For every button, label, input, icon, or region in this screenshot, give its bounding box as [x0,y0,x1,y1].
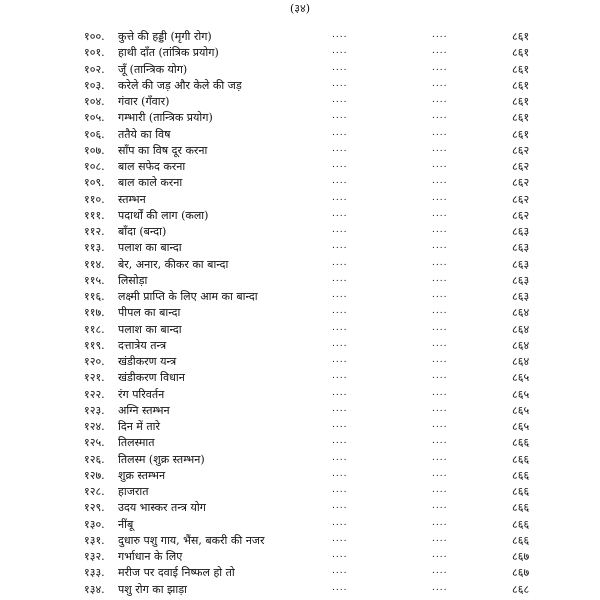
leader-dots: .... [432,322,448,333]
entry-number: १२७. [84,468,105,482]
entry-number: १२६. [84,452,105,466]
leader-dots: .... [332,127,348,138]
entry-number: १०४. [84,95,105,108]
entry-title: हाजरात [118,485,149,498]
toc-entry [0,45,600,61]
entry-number: ११९. [84,338,105,352]
entry-title: खंडीकरण यन्त्र [118,355,177,368]
leader-dots: .... [332,30,348,40]
entry-title: दत्तात्रेय तन्त्र [118,338,167,352]
leader-dots: .... [332,241,348,252]
entry-number: १३२. [84,550,105,563]
entry-page-number: ८६१ [512,62,530,76]
toc-entry [0,354,600,370]
entry-number: १०६. [84,127,105,141]
entry-page-number: ८६६ [512,436,530,450]
entry-title: तिलस्म (शुक्र स्तम्भन) [118,452,205,466]
leader-dots: .... [432,111,448,122]
entry-page-number: ८६३ [512,273,530,287]
leader-dots: .... [332,192,348,203]
entry-page-number: ८६२ [512,143,530,157]
leader-dots: .... [332,95,348,105]
leader-dots: .... [332,208,348,219]
entry-number: १२८. [84,485,105,498]
entry-page-number: ८६८ [512,582,530,596]
entry-page-number: ८६३ [512,241,530,255]
leader-dots: .... [432,225,448,235]
entry-number: १२४. [84,420,105,433]
leader-dots: .... [432,436,448,447]
entry-page-number: ८६५ [512,387,530,401]
leader-dots: .... [432,420,448,430]
entry-number: ११८. [84,322,105,336]
leader-dots: .... [432,452,448,463]
toc-entry [0,110,600,126]
entry-number: १२२. [84,387,105,401]
entry-number: १०१. [84,46,105,60]
leader-dots: .... [432,371,448,382]
entry-page-number: ८६१ [512,95,530,108]
leader-dots: .... [432,257,448,268]
toc-entry [0,78,600,94]
entry-title: गम्भारी (तान्त्रिक प्रयोग) [118,111,213,125]
toc-entry [0,468,600,484]
entry-page-number: ८६१ [512,46,530,60]
leader-dots: .... [332,468,348,479]
entry-title: शुक्र स्तम्भन [118,468,166,482]
leader-dots: .... [432,533,448,544]
leader-dots: .... [332,517,348,528]
toc-entry [0,517,600,533]
entry-number: १२१. [84,371,105,385]
entry-title: बाँदा (बन्दा) [118,225,167,238]
leader-dots: .... [332,160,348,170]
leader-dots: .... [332,306,348,317]
leader-dots: .... [332,403,348,414]
leader-dots: .... [332,338,348,349]
leader-dots: .... [332,550,348,560]
entry-title: स्तम्भन [118,192,146,206]
entry-page-number: ८६१ [512,127,530,141]
entry-title: लक्ष्मी प्राप्ति के लिए आम का बान्दा [118,290,258,303]
toc-entry [0,370,600,386]
entry-title: उदय भास्कर तन्त्र योग [118,501,206,515]
entry-page-number: ८६६ [512,501,530,515]
entry-page-number: ८६७ [512,550,530,563]
leader-dots: .... [332,322,348,333]
entry-number: १२९. [84,501,105,515]
entry-title: साँप का विष दूर करना [118,143,208,157]
entry-page-number: ८६५ [512,420,530,433]
leader-dots: .... [432,403,448,414]
entry-number: ११६. [84,290,105,303]
leader-dots: .... [432,387,448,398]
entry-number: १०५. [84,111,105,125]
entry-title: जूँ (तान्त्रिक योग) [118,62,188,76]
toc-entry [0,500,600,516]
leader-dots: .... [432,290,448,300]
leader-dots: .... [432,273,448,284]
entry-number: १०७. [84,143,105,157]
entry-page-number: ८६५ [512,403,530,417]
entry-title: हाथी दाँत (तांत्रिक प्रयोग) [118,46,219,60]
entry-page-number: ८६२ [512,208,530,222]
entry-title: दुधारु पशु गाय, भैंस, बकरी की नजर [118,533,265,547]
entry-title: गर्भाधान के लिए [118,550,183,563]
toc-entry [0,387,600,403]
toc-entry [0,549,600,565]
entry-page-number: ८६२ [512,176,530,190]
toc-entry [0,94,600,110]
leader-dots: .... [332,176,348,187]
entry-number: १०३. [84,78,105,92]
toc-entry [0,533,600,549]
leader-dots: .... [332,257,348,268]
entry-page-number: ८६६ [512,452,530,466]
leader-dots: .... [432,160,448,170]
leader-dots: .... [432,95,448,105]
leader-dots: .... [332,420,348,430]
entry-number: ११०. [84,192,105,206]
leader-dots: .... [332,46,348,57]
leader-dots: .... [332,273,348,284]
leader-dots: .... [432,566,448,577]
leader-dots: .... [332,533,348,544]
entry-number: १३३. [84,566,105,580]
entry-page-number: ८६५ [512,371,530,385]
leader-dots: .... [432,143,448,154]
toc-entry [0,273,600,289]
toc-entry [0,208,600,224]
entry-number: १०८. [84,160,105,173]
entry-title: पलाश का बान्दा [118,241,182,255]
entry-title: ततैये का विष [118,127,171,141]
leader-dots: .... [432,208,448,219]
leader-dots: .... [332,452,348,463]
entry-title: रंग परिवर्तन [118,387,165,401]
leader-dots: .... [332,582,348,593]
entry-number: १२३. [84,403,105,417]
entry-title: बेर, अनार, कीकर का बान्दा [118,257,229,271]
leader-dots: .... [432,78,448,89]
leader-dots: .... [332,62,348,73]
entry-page-number: ८६६ [512,468,530,482]
entry-title: नींबू [118,517,134,531]
leader-dots: .... [332,111,348,122]
toc-entry [0,240,600,256]
leader-dots: .... [432,468,448,479]
leader-dots: .... [432,355,448,365]
entry-number: १००. [84,30,105,43]
leader-dots: .... [432,30,448,40]
entry-number: ११४. [84,257,105,271]
entry-page-number: ८६६ [512,485,530,498]
entry-number: १३१. [84,533,105,547]
entry-title: गंवार (गँवार) [118,95,170,108]
leader-dots: .... [332,485,348,495]
entry-page-number: ८६४ [512,306,530,320]
leader-dots: .... [332,355,348,365]
entry-title: पलाश का बान्दा [118,322,182,336]
entry-title: करेले की जड़ और केले की जड़ [118,78,242,92]
toc-entry [0,419,600,435]
toc-entry [0,305,600,321]
leader-dots: .... [432,550,448,560]
entry-title: दिन में तारे [118,420,160,433]
entry-page-number: ८६१ [512,78,530,92]
entry-title: पीपल का बान्दा [118,306,181,320]
entry-number: १२०. [84,355,105,368]
entry-number: १३०. [84,517,105,531]
entry-title: कुत्ते की हड्डी (मृगी रोग) [118,30,212,43]
toc-entry [0,224,600,240]
leader-dots: .... [432,46,448,57]
entry-title: पदार्थों की लाग (कला) [118,208,209,222]
leader-dots: .... [332,290,348,300]
toc-entry [0,127,600,143]
toc-entry [0,322,600,338]
leader-dots: .... [432,241,448,252]
leader-dots: .... [332,225,348,235]
leader-dots: .... [432,306,448,317]
toc-entry [0,175,600,191]
entry-number: ११३. [84,241,105,255]
table-of-contents [0,29,600,598]
entry-page-number: ८६६ [512,517,530,531]
entry-title: मरीज पर दवाई निष्फल हो तो [118,566,235,580]
toc-entry [0,565,600,581]
toc-entry [0,192,600,208]
toc-entry [0,62,600,78]
toc-entry [0,484,600,500]
entry-number: १३४. [84,582,105,596]
entry-page-number: ८६३ [512,257,530,271]
leader-dots: .... [432,501,448,512]
entry-page-number: ८६७ [512,566,530,580]
entry-page-number: ८६४ [512,338,530,352]
leader-dots: .... [432,338,448,349]
toc-entry [0,452,600,468]
entry-page-number: ८६३ [512,225,530,238]
leader-dots: .... [432,192,448,203]
leader-dots: .... [332,501,348,512]
toc-entry [0,338,600,354]
toc-entry [0,289,600,305]
entry-title: बाल काले करना [118,176,183,190]
entry-number: १०९. [84,176,105,190]
entry-title: पशु रोग का झाड़ा [118,582,187,596]
entry-title: तिलस्मात [118,436,155,450]
entry-number: १०२. [84,62,105,76]
leader-dots: .... [432,62,448,73]
entry-number: १२५. [84,436,105,450]
leader-dots: .... [432,517,448,528]
leader-dots: .... [332,566,348,577]
entry-title: अग्नि स्तम्भन [118,403,170,417]
leader-dots: .... [432,127,448,138]
leader-dots: .... [332,143,348,154]
leader-dots: .... [432,485,448,495]
entry-page-number: ८६६ [512,533,530,547]
toc-entry [0,435,600,451]
toc-entry [0,143,600,159]
page-number: (३४) [289,2,311,15]
entry-title: लिसोड़ा [118,273,148,287]
entry-page-number: ८६४ [512,322,530,336]
entry-number: ११५. [84,273,105,287]
leader-dots: .... [432,176,448,187]
toc-entry [0,403,600,419]
toc-entry [0,257,600,273]
entry-page-number: ८६२ [512,160,530,173]
leader-dots: .... [332,436,348,447]
leader-dots: .... [332,78,348,89]
entry-page-number: ८६१ [512,111,530,125]
entry-number: ११२. [84,225,105,238]
leader-dots: .... [332,371,348,382]
entry-number: १११. [84,208,105,222]
toc-entry [0,159,600,175]
toc-entry [0,582,600,598]
leader-dots: .... [332,387,348,398]
entry-title: खंडीकरण विधान [118,371,185,385]
toc-entry [0,29,600,45]
entry-page-number: ८६३ [512,290,530,303]
entry-page-number: ८६२ [512,192,530,206]
entry-title: बाल सफेद करना [118,160,186,173]
entry-number: ११७. [84,306,105,320]
entry-page-number: ८६१ [512,30,530,43]
leader-dots: .... [432,582,448,593]
entry-page-number: ८६४ [512,355,530,368]
